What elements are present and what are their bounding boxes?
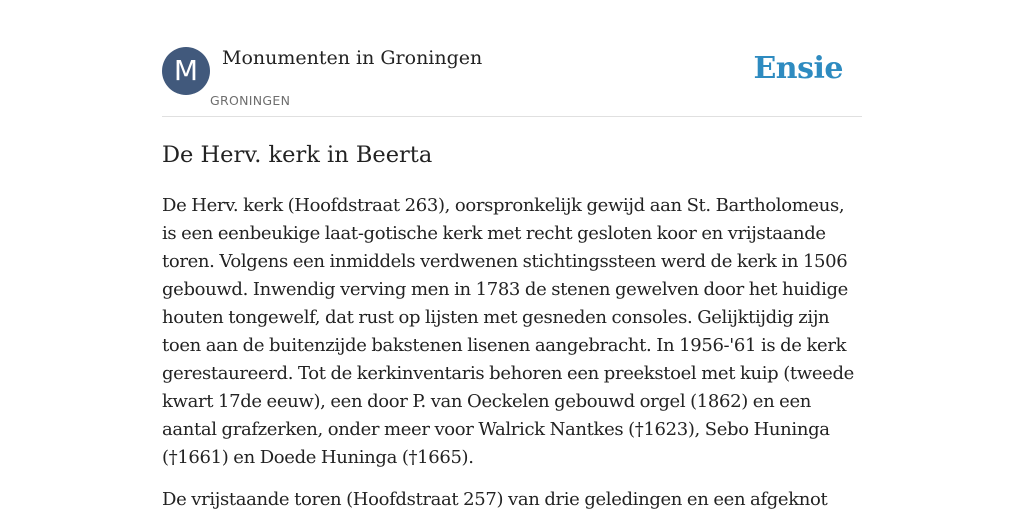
article-body [162,192,862,512]
site-title[interactable]: Monumenten in Groningen [222,47,483,69]
paragraph: De Herv. kerk (Hoofdstraat 263), oorspronkelijk gewijd aan St. Bartholomeus, is een eenbeukige laat-gotische kerk met recht gesloten koor en vrijstaande toren. Volgens een inmiddels verdwenen stichtingssteen werd de kerk in 1506 gebouwd. Inwendig verving men in 1783 de stenen gewelven door het huidige houten tongewelf, dat rust op lijsten met gesneden consoles. Gelijktijdig zijn toen aan de buitenzijde bakstenen lisenen aangebracht. In 1956-'61 is de kerk gerestaureerd. Tot de kerkinventaris behoren een preekstoel met kuip (tweede kwart 17de eeuw), een door P. van Oeckelen gebouwd orgel (1862) en een aantal grafzerken, onder meer voor Walrick Nantkes (†1623), Sebo Huninga (†1661) en Doede Huninga (†1665). [162,195,854,468]
header [162,46,862,117]
brand-logo[interactable]: Ensie [753,51,843,86]
avatar[interactable]: M [162,47,210,95]
paragraph: De vrijstaande toren (Hoofdstraat 257) van drie geledingen en een afgeknot [162,489,828,510]
article-title: De Herv. kerk in Beerta [162,142,433,168]
category-link[interactable]: GRONINGEN [210,93,291,108]
